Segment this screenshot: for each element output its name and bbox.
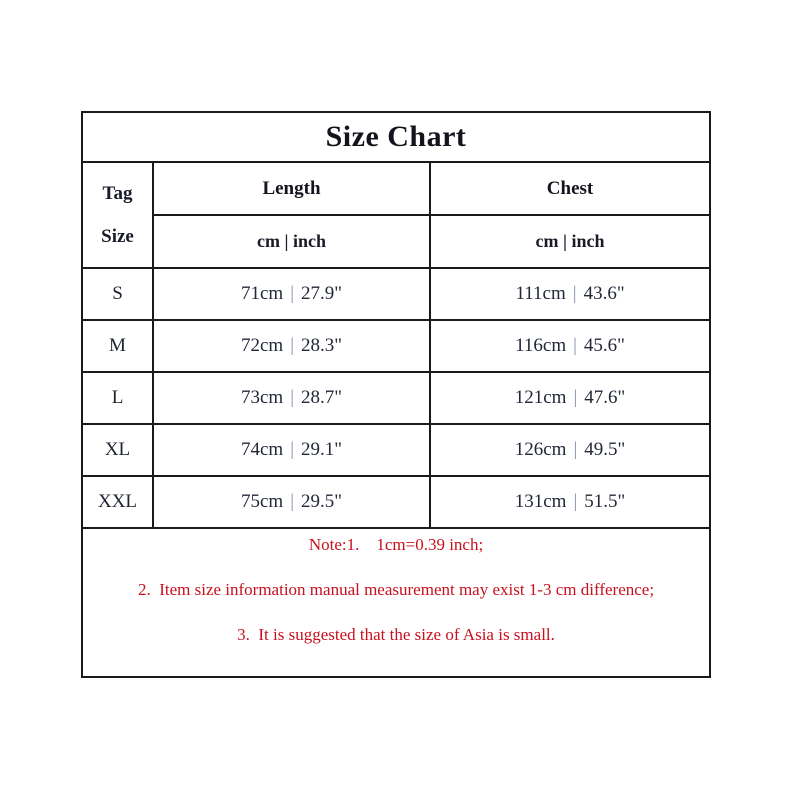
size-tag: L xyxy=(82,372,153,424)
pipe-separator: | xyxy=(290,335,294,356)
length-cm-value: 72cm xyxy=(240,335,284,356)
table-title: Size Chart xyxy=(82,112,710,162)
chest-inch-value: 51.5" xyxy=(584,491,626,512)
chest-inch-value: 45.6" xyxy=(583,335,625,356)
length-inch-value: 29.1" xyxy=(301,439,343,460)
pipe-separator: | xyxy=(573,439,578,460)
length-cm-value: 73cm xyxy=(240,387,284,408)
pipe-separator: | xyxy=(573,387,578,408)
length-value-cell xyxy=(153,320,430,372)
tag-header-label: Tag xyxy=(102,183,133,204)
length-inch-value: 29.5" xyxy=(301,491,343,512)
chest-cm-value: 121cm xyxy=(514,387,567,408)
length-inch-value: 28.7" xyxy=(301,387,343,408)
chest-inch-value: 47.6" xyxy=(584,387,626,408)
length-unit-header: cm | inch xyxy=(153,215,430,268)
length-value-cell xyxy=(153,424,430,476)
pipe-separator: | xyxy=(290,387,294,408)
tag-size-header xyxy=(82,162,153,268)
length-value-cell xyxy=(153,476,430,528)
length-inch-value: 27.9" xyxy=(301,283,343,304)
chest-value-cell xyxy=(430,424,710,476)
table-row-xl xyxy=(82,424,710,476)
note-line-3: 3. It is suggested that the size of Asia is small. xyxy=(237,625,555,645)
size-header-label: Size xyxy=(101,226,134,247)
length-cm-value: 71cm xyxy=(240,283,284,304)
length-inch-value: 28.3" xyxy=(301,335,343,356)
size-tag: XL xyxy=(82,424,153,476)
note-line-2: 2. Item size information manual measurement may exist 1-3 cm difference; xyxy=(137,579,655,599)
pipe-separator: | xyxy=(290,283,294,304)
table-row-m xyxy=(82,320,710,372)
size-chart-table xyxy=(81,111,711,678)
length-value-cell xyxy=(153,268,430,320)
table-row-s xyxy=(82,268,710,320)
chest-value-cell xyxy=(430,476,710,528)
table-row-xxl xyxy=(82,476,710,528)
chest-value-cell xyxy=(430,268,710,320)
size-tag: S xyxy=(82,268,153,320)
note-line-1: Note:1. 1cm=0.39 inch; xyxy=(308,534,484,554)
chest-cm-value: 131cm xyxy=(514,491,567,512)
pipe-separator: | xyxy=(573,335,577,356)
chest-inch-value: 43.6" xyxy=(583,283,625,304)
length-cm-value: 75cm xyxy=(240,491,284,512)
pipe-separator: | xyxy=(572,283,577,304)
length-column-header: Length xyxy=(153,162,430,215)
chest-cm-value: 126cm xyxy=(514,439,567,460)
length-value-cell xyxy=(153,372,430,424)
chest-unit-header: cm | inch xyxy=(430,215,710,268)
chest-cm-value: 111cm xyxy=(515,283,566,304)
chest-value-cell xyxy=(430,372,710,424)
pipe-separator: | xyxy=(290,491,294,512)
pipe-separator: | xyxy=(290,439,294,460)
notes-section xyxy=(82,528,710,677)
size-tag: M xyxy=(82,320,153,372)
chest-inch-value: 49.5" xyxy=(584,439,626,460)
chest-column-header: Chest xyxy=(430,162,710,215)
chest-value-cell xyxy=(430,320,710,372)
table-row-l xyxy=(82,372,710,424)
length-cm-value: 74cm xyxy=(240,439,284,460)
chest-cm-value: 116cm xyxy=(515,335,567,356)
size-tag: XXL xyxy=(82,476,153,528)
pipe-separator: | xyxy=(573,491,578,512)
